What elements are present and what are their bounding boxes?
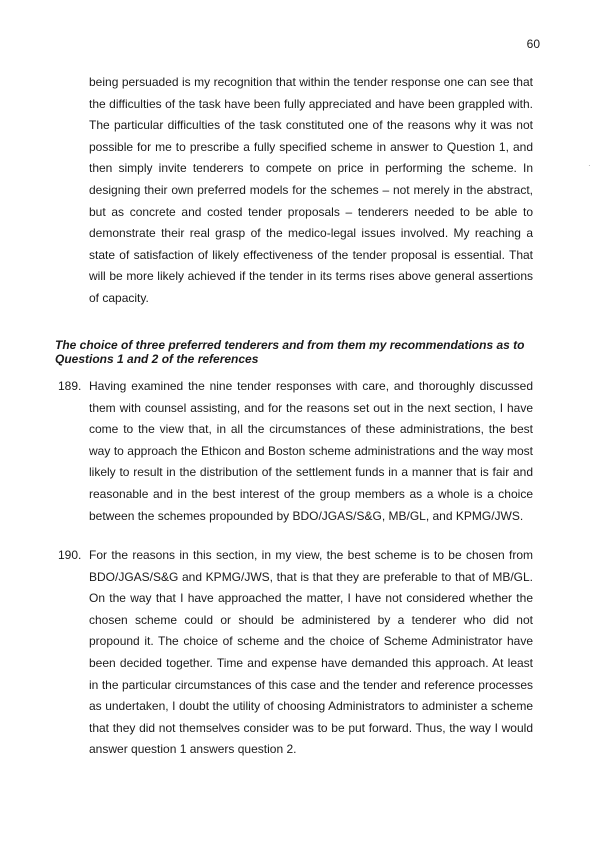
intro-paragraph: being persuaded is my recognition that within the tender response one can see that the difficulties of the task have been fully appreciated and have been grappled with. The particular difficulties of the task constituted one of the reasons why it was not possible for me to prescribe a fully specified scheme in answer to Question 1, and then simply invite tenderers to compete on price in performing the scheme. In designing their own preferred models for the schemes – not merely in the abstract, but as concrete and costed tender proposals – tenderers needed to be able to demonstrate their real grasp of the medico-legal issues involved. My reaching a state of satisfaction of likely effectiveness of the tender proposal is essential. That will be more likely achieved if the tender in its terms rises above general assertions of capacity. bbox=[89, 75, 533, 305]
paragraph-number: 190. bbox=[58, 548, 82, 562]
numbered-paragraph: For the reasons in this section, in my view, the best scheme is to be chosen from BDO/JGAS/S&G and KPMG/JWS, that is that they are preferable to that of MB/GL. On the way that I have approached the matter, I have not considered whether the chosen scheme could or should be administered by a tenderer who did not propound it. The choice of scheme and the choice of Scheme Administrator have been decided together. Time and expense have demanded this approach. At least in the particular circumstances of this case and the tender and reference processes as undertaken, I doubt the utility of choosing Administrators to administer a scheme that they did not themselves consider was to be put forward. Thus, the way I would answer question 1 answers question 2. bbox=[89, 548, 533, 757]
margin-mark: · bbox=[588, 161, 591, 170]
section-heading: The choice of three preferred tenderers and from them my recommendations as to Questions 1 and 2 of the references bbox=[55, 338, 525, 366]
paragraph-number: 189. bbox=[58, 379, 82, 393]
numbered-paragraph: Having examined the nine tender responses with care, and thoroughly discussed them with counsel assisting, and for the reasons set out in the next section, I have come to the view that, in all the circumstances of these administrations, the best way to approach the Ethicon and Boston scheme administrations and the way most likely to result in the distribution of the settlement funds in a manner that is fair and reasonable and in the best interest of the group members as a whole is a choice between the schemes propounded by BDO/JGAS/S&G, MB/GL, and KPMG/JWS. bbox=[89, 379, 533, 523]
page-number: 60 bbox=[526, 37, 540, 51]
